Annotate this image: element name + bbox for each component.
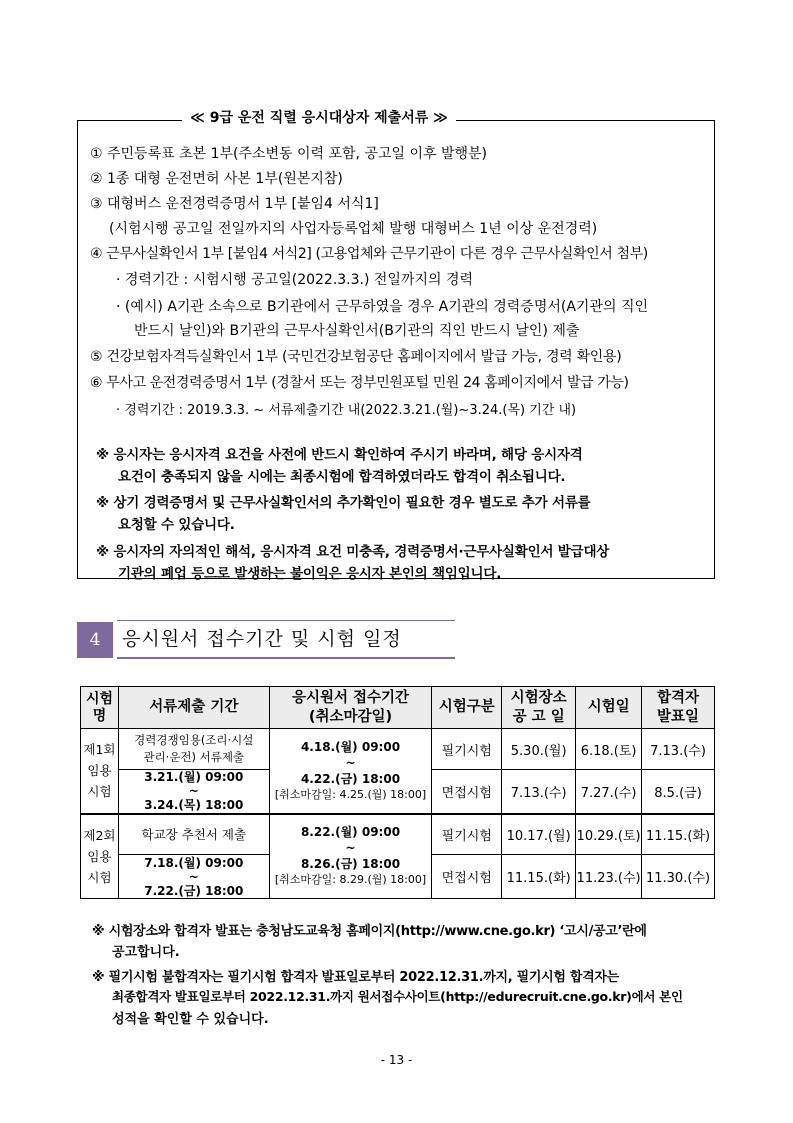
box-title: ≪ 9급 운전 직렬 응시대상자 제출서류 ≫ <box>0 107 638 127</box>
table-row <box>81 729 715 770</box>
exam-2-apply-tilde: ~ <box>345 841 356 856</box>
footnote-1: ※ 시험장소와 합격자 발표는 충청남도교육청 홈페이지(http://www.cne.go.kr) ‘고시/공고’란에 <box>92 924 647 939</box>
exam-1-name-1: 제1회 <box>83 742 116 758</box>
exam-2-result-2: 11.30.(수) <box>642 855 715 899</box>
exam-2-cancel: [취소마감일: 8.29.(월) 18:00] <box>274 873 427 887</box>
doc-item-3: ③ 대형버스 운전경력증명서 1부 [붙임4 서식1] <box>90 196 379 212</box>
exam-2-date-2: 11.23.(수) <box>576 855 642 899</box>
section-title: 응시원서 접수기간 및 시험 일정 <box>122 628 402 650</box>
doc-item-4-detail-3: 반드시 날인)와 B기관의 근무사실확인서(B기관의 직인 반드시 날인) 제출 <box>134 323 580 339</box>
exam-1-venue-1: 5.30.(월) <box>502 729 576 770</box>
header-apply-period <box>269 687 432 729</box>
header-type: 시험구분 <box>432 687 502 729</box>
table-header-row <box>81 687 715 729</box>
page-number: - 13 - <box>380 1053 413 1067</box>
header-venue <box>502 687 576 729</box>
footnote-2-cont-2: 성적을 확인할 수 있습니다. <box>112 1012 269 1027</box>
exam-1-apply-to: 4.22.(금) 18:00 <box>300 771 401 786</box>
exam-2-apply-from: 8.22.(월) 09:00 <box>300 825 401 840</box>
exam-2-doc-to: 7.22.(금) 18:00 <box>144 883 244 898</box>
exam-2-venue-1: 10.17.(월) <box>502 814 576 855</box>
header-doc-period: 서류제출 기간 <box>118 687 269 729</box>
exam-2-name <box>81 814 119 899</box>
header-exam: 시험명 <box>81 687 119 729</box>
note-1: ※ 응시자는 응시자격 요건을 사전에 반드시 확인하여 주시기 바라며, 해당 응시자격 <box>96 447 583 463</box>
exam-2-name-1: 제2회 <box>83 827 116 843</box>
exam-1-apply-tilde: ~ <box>345 755 356 770</box>
exam-1-doc-from: 3.21.(월) 09:00 <box>144 770 244 785</box>
exam-1-type-1: 필기시험 <box>432 729 502 770</box>
exam-2-type-2: 면접시험 <box>432 855 502 899</box>
exam-1-result-1: 7.13.(수) <box>642 729 715 770</box>
header-venue-label: 시험장소 <box>510 689 567 706</box>
header-result <box>642 687 715 729</box>
doc-item-6: ⑥ 무사고 운전경력증명서 1부 (경찰서 또는 정부민원포털 민원 24 홈페이지에서 발급 가능) <box>90 375 629 391</box>
doc-item-4-detail-1: · 경력기간 : 시험시행 공고일(2022.3.3.) 전일까지의 경력 <box>116 272 474 288</box>
exam-2-doc-period <box>118 855 269 899</box>
doc-item-6-detail: · 경력기간 : 2019.3.3. ~ 서류제출기간 내(2022.3.21.(월)~3.24.(목) 기간 내) <box>116 403 577 418</box>
doc-item-5: ⑤ 건강보험자격득실확인서 1부 (국민건강보험공단 홈페이지에서 발급 가능, 경력 확인용) <box>90 349 622 365</box>
exam-1-date-2: 7.27.(수) <box>576 770 642 814</box>
note-2-cont: 요청할 수 있습니다. <box>118 517 235 533</box>
section-number: 4 <box>77 622 113 658</box>
exam-2-name-2: 임용 <box>87 848 112 864</box>
exam-2-apply-to: 8.26.(금) 18:00 <box>300 857 401 872</box>
doc-item-3-detail: (시험시행 공고일 전일까지의 사업자등록업체 발행 대형버스 1년 이상 운전경력) <box>109 221 598 237</box>
header-apply-period-label: 응시원서 접수기간 <box>291 689 410 706</box>
exam-2-date-1: 10.29.(토) <box>576 814 642 855</box>
exam-2-result-1: 11.15.(화) <box>642 814 715 855</box>
exam-2-name-3: 시험 <box>87 869 112 885</box>
exam-1-doc-note-1: 경력경쟁임용(조리·시설 <box>134 733 254 747</box>
exam-1-doc-note <box>118 729 269 770</box>
exam-1-name <box>81 729 119 814</box>
exam-1-apply <box>269 729 432 814</box>
section-rule-top <box>117 620 455 621</box>
exam-2-doc-tilde: ~ <box>188 869 199 884</box>
exam-1-apply-from: 4.18.(월) 09:00 <box>300 739 401 754</box>
note-3: ※ 응시자의 자의적인 해석, 응시자격 요건 미충족, 경력증명서·근무사실확인서 발급대상 <box>96 544 610 560</box>
exam-2-apply <box>269 814 432 899</box>
exam-2-venue-2: 11.15.(화) <box>502 855 576 899</box>
footnote-1-cont: 공고합니다. <box>112 945 180 960</box>
doc-item-4-detail-2: · (예시) A기관 소속으로 B기관에서 근무하였을 경우 A기관의 경력증명서(A기관의 직인 <box>116 299 648 315</box>
exam-1-doc-period <box>118 770 269 814</box>
footnote-2: ※ 필기시험 불합격자는 필기시험 합격자 발표일로부터 2022.12.31.까지, 필기시험 합격자는 <box>92 970 619 985</box>
table-row <box>81 814 715 855</box>
exam-1-doc-note-2: 관리·운전) 서류제출 <box>143 750 245 764</box>
note-2: ※ 상기 경력증명서 및 근무사실확인서의 추가확인이 필요한 경우 별도로 추가 서류를 <box>96 495 591 511</box>
exam-1-name-2: 임용 <box>87 763 112 779</box>
exam-1-doc-to: 3.24.(목) 18:00 <box>144 798 244 813</box>
exam-2-type-1: 필기시험 <box>432 814 502 855</box>
header-result-label: 합격자 <box>657 689 700 706</box>
exam-1-result-2: 8.5.(금) <box>642 770 715 814</box>
header-result-sub: 발표일 <box>657 708 700 725</box>
note-1-cont: 요건이 충족되지 않을 시에는 최종시험에 합격하였더라도 합격이 취소됩니다. <box>118 469 566 485</box>
exam-1-cancel: [취소마감일: 4.25.(월) 18:00] <box>274 787 427 801</box>
exam-1-date-1: 6.18.(토) <box>576 729 642 770</box>
section-rule <box>117 657 455 659</box>
exam-1-type-2: 면접시험 <box>432 770 502 814</box>
exam-1-doc-tilde: ~ <box>188 784 199 799</box>
doc-item-2: ② 1종 대형 운전면허 사본 1부(원본지참) <box>90 171 343 187</box>
exam-1-venue-2: 7.13.(수) <box>502 770 576 814</box>
doc-item-1: ① 주민등록표 초본 1부(주소변동 이력 포함, 공고일 이후 발행분) <box>90 146 488 162</box>
doc-item-4: ④ 근무사실확인서 1부 [붙임4 서식2] (고용업체와 근무기관이 다른 경우 근무사실확인서 첨부) <box>90 246 648 262</box>
exam-2-doc-from: 7.18.(월) 09:00 <box>144 855 244 870</box>
header-venue-sub: 공 고 일 <box>512 708 565 725</box>
exam-2-doc-note: 학교장 추천서 제출 <box>118 814 269 855</box>
note-3-cont: 기관의 폐업 등으로 발생하는 불이익은 응시자 본인의 책임입니다. <box>118 566 502 582</box>
header-date: 시험일 <box>576 687 642 729</box>
footnote-2-cont: 최종합격자 발표일로부터 2022.12.31.까지 원서접수사이트(http://edurecruit.cne.go.kr)에서 본인 <box>112 989 683 1004</box>
schedule-table <box>80 686 715 899</box>
header-apply-sub: (취소마감일) <box>308 708 393 725</box>
exam-1-name-3: 시험 <box>87 784 112 800</box>
